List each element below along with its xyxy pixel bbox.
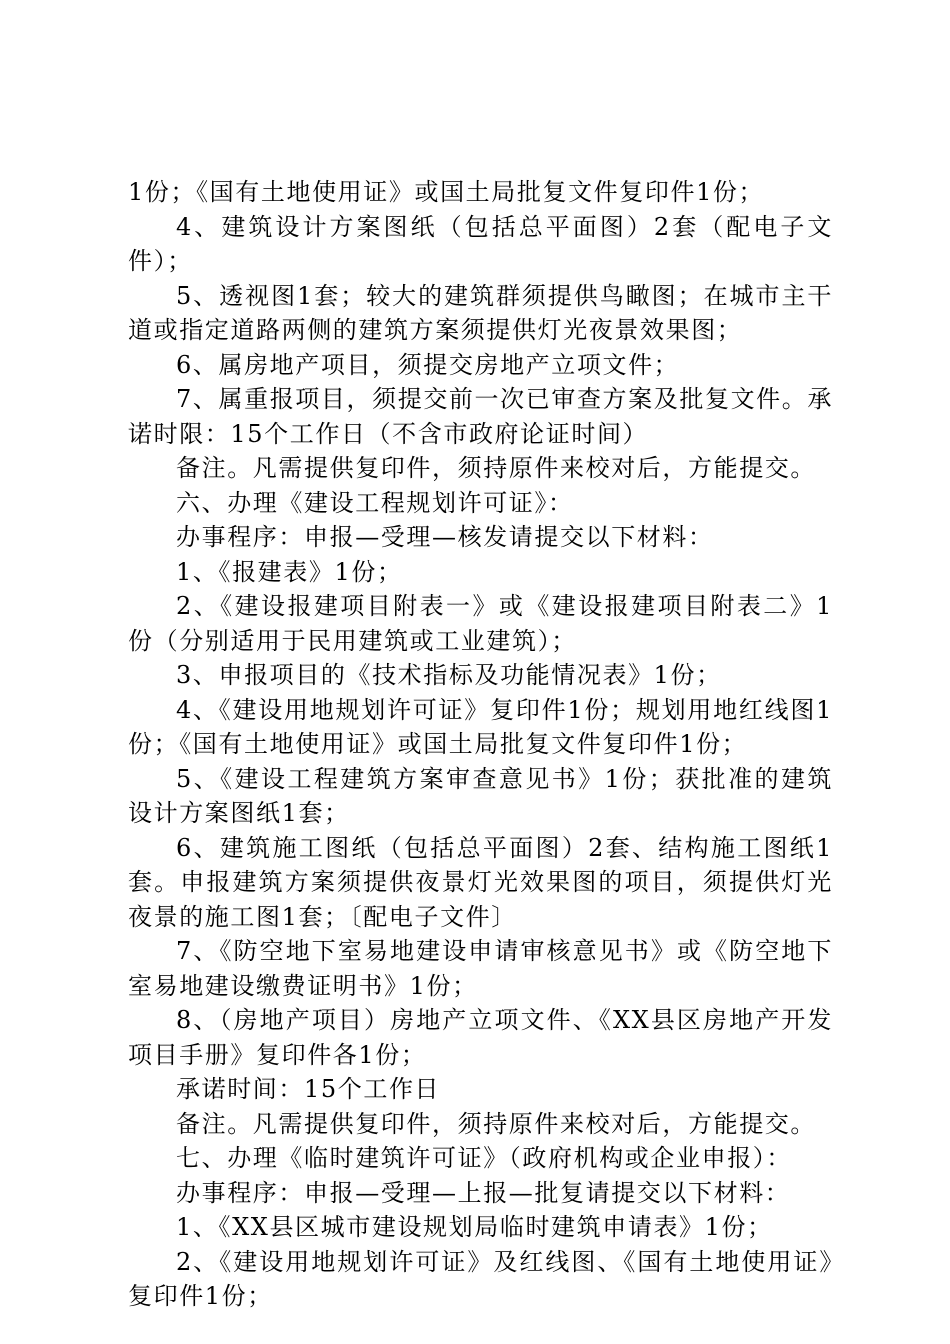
list-item: 2、《建设报建项目附表一》或《建设报建项目附表二》1份（分别适用于民用建筑或工业建筑）； bbox=[128, 592, 833, 655]
list-item: 8、（房地产项目）房地产立项文件、《XX县区房地产开发项目手册》复印件各1份； bbox=[128, 1006, 833, 1069]
paragraph-note: 备注。凡需提供复印件，须持原件来校对后，方能提交。 bbox=[176, 1109, 816, 1138]
list-item: 5、《建设工程建筑方案审查意见书》1份；获批准的建筑设计方案图纸1套； bbox=[128, 764, 833, 827]
list-item: 7、《防空地下室易地建设申请审核意见书》或《防空地下室易地建设缴费证明书》1份； bbox=[128, 937, 833, 1000]
document-body bbox=[128, 175, 833, 1314]
section-heading-seven: 七、办理《临时建筑许可证》（政府机构或企业申报）： bbox=[176, 1144, 792, 1172]
paragraph-note: 备注。凡需提供复印件，须持原件来校对后，方能提交。 bbox=[176, 454, 816, 482]
list-item: 2、《建设用地规划许可证》及红线图、《国有土地使用证》复印件1份； bbox=[128, 1247, 833, 1310]
list-item: 4、《建设用地规划许可证》复印件1份；规划用地红线图1份；《国有土地使用证》或国土局批复文件复印件1份； bbox=[128, 695, 833, 758]
list-item: 1、《报建表》1份； bbox=[176, 557, 403, 586]
list-item: 3、申报项目的《技术指标及功能情况表》1份； bbox=[176, 661, 722, 689]
paragraph-commitment-time: 承诺时间：15个工作日 bbox=[176, 1075, 441, 1103]
paragraph-item-5-perspective: 5、透视图1套；较大的建筑群须提供鸟瞰图；在城市主干道或指定道路两侧的建筑方案须提供灯光夜景效果图； bbox=[128, 281, 833, 344]
paragraph-item-7-resubmission: 7、属重报项目，须提交前一次已审查方案及批复文件。承诺时限：15个工作日（不含市政府论证时间） bbox=[128, 385, 833, 448]
paragraph-item-4-design-drawings: 4、建筑设计方案图纸（包括总平面图）2套（配电子文件）； bbox=[128, 212, 833, 275]
list-item: 6、建筑施工图纸（包括总平面图）2套、结构施工图纸1套。申报建筑方案须提供夜景灯光效果图的项目，须提供灯光夜景的施工图1套；〔配电子文件〕 bbox=[128, 833, 833, 931]
paragraph-continuation: 1份；《国有土地使用证》或国土局批复文件复印件1份； bbox=[128, 178, 765, 206]
paragraph-procedure: 办事程序：申报—受理—上报—批复请提交以下材料： bbox=[176, 1178, 791, 1207]
list-item: 1、《XX县区城市建设规划局临时建筑申请表》1份； bbox=[176, 1213, 773, 1241]
section-heading-six: 六、办理《建设工程规划许可证》： bbox=[176, 488, 574, 517]
paragraph-item-6-real-estate: 6、属房地产项目，须提交房地产立项文件； bbox=[176, 350, 680, 379]
paragraph-procedure: 办事程序：申报—受理—核发请提交以下材料： bbox=[176, 523, 714, 551]
